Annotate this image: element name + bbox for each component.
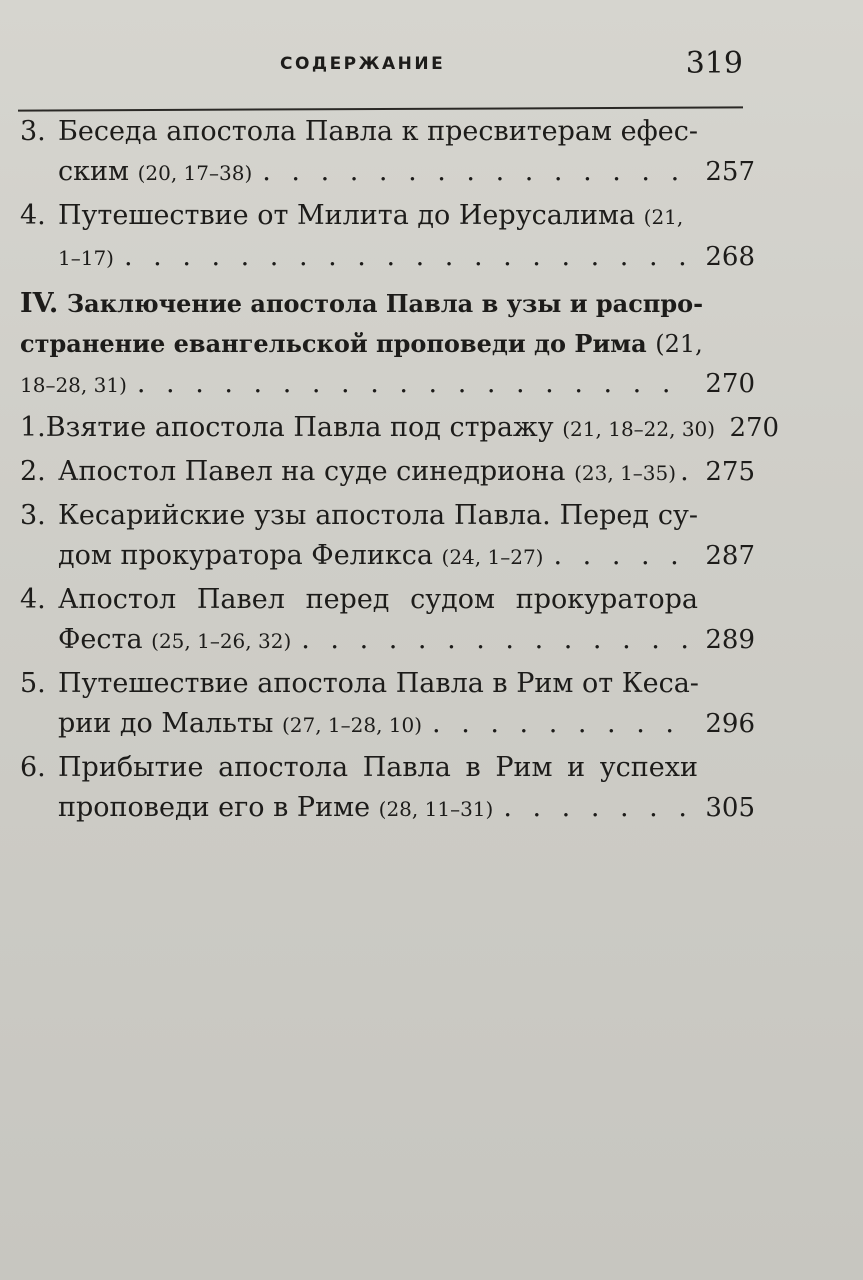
entry-page: 287	[705, 541, 755, 571]
section-reference-start: (21,	[655, 330, 703, 358]
toc-entry	[20, 496, 755, 577]
dot-leader	[262, 152, 689, 192]
dot-leader	[432, 704, 689, 744]
section-reference: 18–28, 31)	[20, 373, 127, 397]
section-number: IV.	[20, 288, 59, 319]
toc-entry	[20, 112, 755, 193]
entry-title-cont: Феста	[58, 624, 143, 655]
entry-number: 5.	[20, 668, 46, 699]
entry-title: Апостол Павел на суде синедриона	[58, 456, 566, 487]
entry-reference: (28, 11–31)	[378, 797, 494, 821]
entry-page: 270	[729, 413, 780, 443]
entry-number: 2.	[20, 456, 46, 487]
entry-number: 1.	[20, 412, 46, 443]
running-header	[18, 48, 743, 108]
entry-title: Прибытие апостола Павла в Рим и успехи	[58, 752, 698, 783]
toc-section	[20, 284, 755, 405]
entry-title-cont: рии до Мальты	[58, 708, 274, 739]
page-number: 319	[685, 46, 743, 81]
entry-reference: (20, 17–38)	[137, 161, 253, 185]
entry-title: Кесарийские узы апостола Павла. Перед су-	[58, 500, 698, 531]
toc-entry	[20, 664, 755, 745]
entry-title-cont: проповеди его в Риме	[58, 792, 371, 823]
entry-number: 3.	[20, 116, 46, 147]
toc-entry	[20, 408, 780, 449]
section-title: Заключение апостола Павла в узы и распро-	[66, 289, 704, 318]
entry-number: 3.	[20, 500, 46, 531]
entry-title-cont: ским	[58, 156, 129, 187]
section-page: 270	[705, 369, 755, 399]
dot-leader	[124, 237, 689, 277]
header-title: СОДЕРЖАНИЕ	[280, 54, 446, 74]
entry-title: Путешествие от Милита до Иерусалима	[58, 200, 636, 231]
toc-entry	[20, 748, 755, 829]
entry-page: 268	[705, 242, 755, 272]
header-rule	[18, 106, 743, 111]
entry-number: 4.	[20, 584, 46, 615]
entry-reference-start: (21,	[643, 205, 684, 229]
entry-title: Взятие апостола Павла под стражу	[45, 412, 554, 443]
entry-page: 289	[705, 625, 755, 655]
entry-number: 4.	[20, 200, 46, 231]
toc-entry	[20, 580, 755, 661]
dot-leader	[553, 536, 689, 576]
entry-reference: 1–17)	[58, 246, 114, 270]
toc-entry	[20, 452, 755, 493]
dot-leader	[503, 788, 689, 828]
entry-title-cont: дом прокуратора Феликса	[58, 540, 433, 571]
table-of-contents	[20, 112, 780, 832]
section-title-cont: странение евангельской проповеди до Рима	[20, 329, 647, 358]
entry-page: 296	[705, 709, 755, 739]
entry-page: 257	[705, 157, 755, 187]
dot-leader	[301, 620, 689, 660]
dot-leader	[137, 364, 689, 404]
entry-title: Беседа апостола Павла к пресвитерам ефес-	[58, 116, 698, 147]
dot-leader	[680, 452, 695, 492]
entry-title: Путешествие апостола Павла в Рим от Кеса-	[58, 668, 699, 699]
entry-reference: (25, 1–26, 32)	[151, 629, 292, 653]
entry-reference: (24, 1–27)	[441, 545, 544, 569]
toc-entry	[20, 196, 755, 278]
entry-page: 275	[705, 457, 755, 487]
entry-page: 305	[705, 793, 755, 823]
entry-reference: (27, 1–28, 10)	[281, 713, 423, 737]
entry-title: Апостол Павел перед судом прокуратора	[58, 584, 698, 615]
entry-number: 6.	[20, 752, 46, 783]
entry-reference: (21, 18–22, 30)	[562, 417, 716, 441]
entry-reference: (23, 1–35)	[574, 461, 677, 485]
